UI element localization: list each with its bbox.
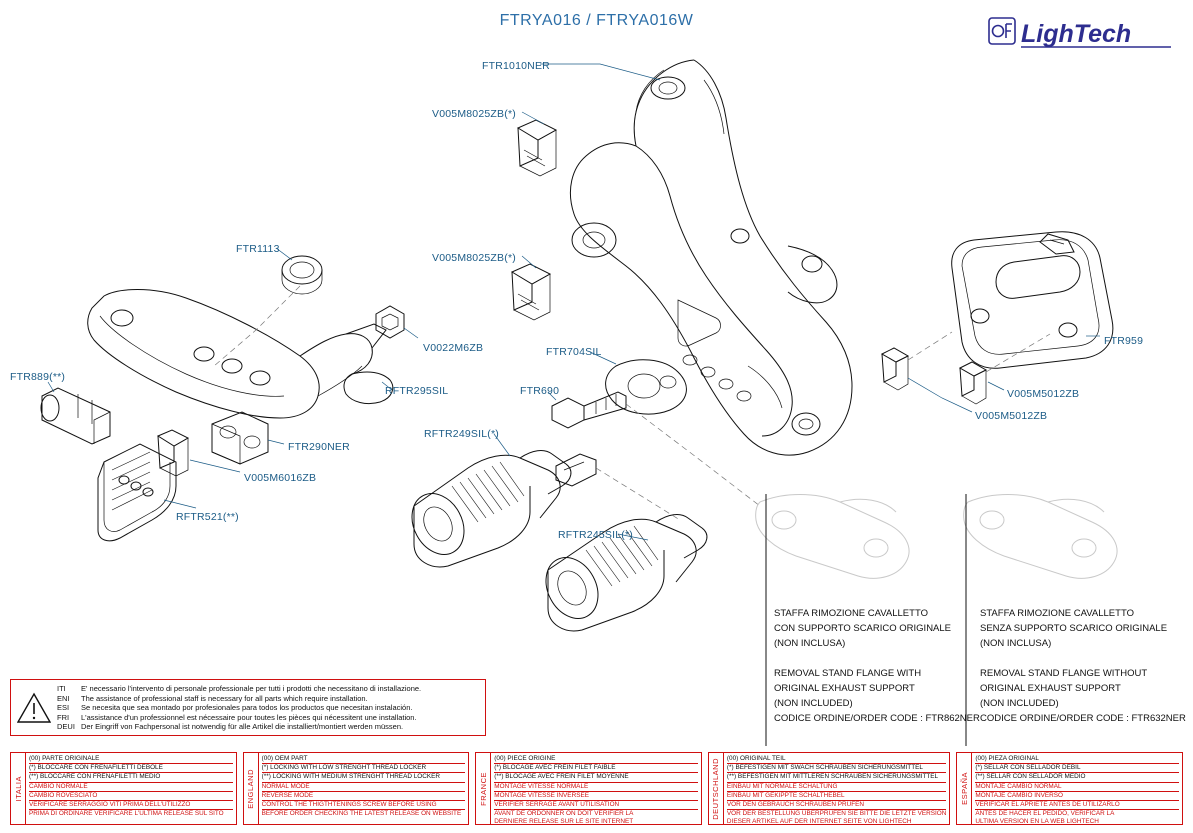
lang-code: ESI <box>57 703 70 713</box>
label-ftr290ner: FTR290NER <box>288 441 350 453</box>
legend-language-strips <box>10 752 1183 825</box>
label-ftr704sil: FTR704SIL <box>546 346 602 358</box>
main-bracket-part <box>570 60 852 455</box>
legend-side-label <box>11 753 26 824</box>
label-v005m5012zb-a: V005M5012ZB <box>1007 388 1080 400</box>
legend-row: ULTIMA VERSION EN LA WEB LIGHTECH <box>975 818 1099 826</box>
legend-side-label <box>957 753 972 824</box>
screw-v005m8025-lower <box>512 264 550 320</box>
legend-row: EINBAU MIT NORMALE SCHALTUNG <box>727 783 946 792</box>
legend-side-label <box>709 753 724 824</box>
note-line: ORIGINAL EXHAUST SUPPORT <box>980 683 1121 694</box>
note-line: REMOVAL STAND FLANGE WITHOUT <box>980 668 1148 679</box>
bearing-ftr1113 <box>282 256 322 294</box>
legend-row: (*) BEFESTIGEN MIT SWACH SCHRAUBEN SICHERUNGSMITTEL <box>727 764 946 773</box>
legend-row: (00) PIECE ORIGINE <box>494 755 698 764</box>
legend-row: (*) SELLAR CON SELLADOR DEBIL <box>975 764 1179 773</box>
note-line: (NON INCLUSA) <box>774 638 846 649</box>
legend-row: PRIMA DI ORDINARE VERIFICARE L'ULTIMA RELEASE SUL SITO <box>29 810 224 818</box>
legend-side-text: ITALIA <box>13 775 23 802</box>
label-ftr959: FTR959 <box>1104 335 1144 347</box>
nut-v0022m6zb <box>376 306 404 338</box>
warning-triangle-icon <box>17 692 51 724</box>
legend-row: REVERSE MODE <box>262 792 466 801</box>
legend-row: (**) BLOCAGE AVEC FREIN FILET MOYENNE <box>494 773 698 782</box>
legend-row: (00) PIEZA ORIGINAL <box>975 755 1179 764</box>
note-line: CON SUPPORTO SCARICO ORIGINALE <box>774 623 952 634</box>
lang-code: ITI <box>57 684 66 693</box>
lang-code: FRI <box>57 712 70 722</box>
note-text: Se necesita que sea montado por profesionales para todos los productos que necesitan instalación. <box>81 703 413 713</box>
legend-row: (00) PARTE ORIGINALE <box>29 755 233 764</box>
legend-rows <box>259 753 469 824</box>
legend-row: CAMBIO ROVESCIATO <box>29 792 233 801</box>
legend-side-text: DEUTSCHLAND <box>711 757 721 820</box>
screw-v005m5012zb-b <box>960 362 986 404</box>
professional-installation-note <box>10 679 486 736</box>
note-text: E' necessario l'intervento di personale professionale per tutti i prodotti che necessitano di installazione. <box>81 684 422 693</box>
label-v005m5012zb-b: V005M5012ZB <box>975 410 1048 422</box>
note-row <box>57 722 481 732</box>
order-code: CODICE ORDINE/ORDER CODE : FTR862NER <box>774 713 980 724</box>
legend-row: AVANT DE ORDONNER ON DOIT VERIFIER LA <box>494 810 634 818</box>
legend-row: VOR DER BESTELLUNG ÜBERPRÜFEN SIE BITTE DIE LETZTE VERSION <box>726 810 947 818</box>
label-ftr1113: FTR1113 <box>236 243 280 255</box>
legend-row: (00) OEM PART <box>262 755 466 764</box>
legend-row: BEFORE ORDER CHECKING THE LATEST RELEASE ON WEBSITE <box>261 810 462 818</box>
ftr690-bolt <box>552 392 626 428</box>
lang-code: DEUI <box>57 722 75 732</box>
lang-code: ENI <box>57 693 70 703</box>
label-ftr1010ner: FTR1010NER <box>482 60 550 72</box>
note-text-lines <box>57 684 481 732</box>
legend-row: DIESER ARTIKEL AUF DER INTERNET SEITE VON LIGHTECH <box>726 818 912 826</box>
legend-england <box>243 752 470 825</box>
legend-row: (*) BLOCAGE AVEC FREIN FILET FAIBLE <box>494 764 698 773</box>
note-line: SENZA SUPPORTO SCARICO ORIGINALE <box>980 623 1168 634</box>
legend-row: (**) BEFESTIGEN MIT MITTLEREN SCHRAUBEN SICHERUNGSMITTEL <box>727 773 946 782</box>
legend-row: CONTROL THE THIGTHTENINGS SCREW BEFORE USING <box>262 801 466 810</box>
legend-rows <box>724 753 949 824</box>
legend-rows <box>972 753 1182 824</box>
legend-row: VERIFICARE SERRAGGIO VITI PRIMA DELL'UTILIZZO <box>29 801 233 810</box>
note-row <box>57 684 481 694</box>
rftr249sil-footpeg-assembly <box>402 451 596 567</box>
legend-row: VOR DEN GEBRAUCH SCHRAUBEN PRÜFEN <box>727 801 946 810</box>
label-rftr521: RFTR521(**) <box>176 511 239 523</box>
legend-rows <box>26 753 236 824</box>
screw-v005m6016zb <box>158 430 188 476</box>
note-row <box>57 694 481 704</box>
legend-france <box>475 752 702 825</box>
ghost-stand-flange-with-support <box>756 495 909 579</box>
legend-side-text: ENGLAND <box>246 768 256 809</box>
legend-side-text: ESPAÑA <box>959 772 969 805</box>
stand-flange-with-exhaust-note <box>774 606 980 726</box>
screw-v005m8025-upper <box>518 120 556 176</box>
legend-row: (**) BLOCCARE CON FRENAFILETTI MEDIO <box>29 773 233 782</box>
ftr290ner-spacer <box>212 412 268 464</box>
legend-row: DERNIERE RELEASE SUR LE SITE INTERNET <box>494 818 634 826</box>
legend-row: VERIFICAR EL APRIETE ANTES DE UTILIZARLO <box>975 801 1179 810</box>
legend-row: NORMAL MODE <box>262 783 466 792</box>
ftr889-pin <box>41 388 110 444</box>
ftr959-bracket <box>952 232 1113 369</box>
label-v0022m6zb: V0022M6ZB <box>423 342 484 354</box>
note-line: ORIGINAL EXHAUST SUPPORT <box>774 683 915 694</box>
note-row <box>57 703 481 713</box>
label-ftr889: FTR889(**) <box>10 371 66 383</box>
legend-row: (**) SELLAR CON SELLADOR MEDIO <box>975 773 1179 782</box>
note-line: (NON INCLUDED) <box>980 698 1059 709</box>
legend-row: (**) LOCKING WITH MEDIUM STRENGHT THREAD LOCKER <box>262 773 466 782</box>
legend-side-label <box>244 753 259 824</box>
heel-plate-part <box>88 290 386 419</box>
legend-side-text: FRANCE <box>478 771 488 806</box>
label-rftr249sil: RFTR249SIL(*) <box>424 428 499 440</box>
legend-italia <box>10 752 237 825</box>
legend-row: VERIFIER SERRAGE AVANT UTILISATION <box>494 801 698 810</box>
legend-row: CAMBIO NORMALE <box>29 783 233 792</box>
order-code: CODICE ORDINE/ORDER CODE : FTR632NER <box>980 713 1186 724</box>
note-line: (NON INCLUDED) <box>774 698 853 709</box>
ghost-stand-flange-without-support <box>964 495 1117 579</box>
note-text: L'assistance d'un professionnel est nécessaire pour toutes les pièces qui nécessitent une installation. <box>81 712 417 722</box>
ftr704sil-part <box>606 360 687 414</box>
legend-row: (*) BLOCCARE CON FRENAFILETTI DEBOLE <box>29 764 233 773</box>
legend-side-label <box>476 753 491 824</box>
label-rftr245sil: RFTR245SIL(*) <box>558 529 633 541</box>
legend-row: (*) LOCKING WITH LOW STRENGHT THREAD LOCKER <box>262 764 466 773</box>
legend-rows <box>491 753 701 824</box>
stand-flange-without-exhaust-note <box>980 606 1186 726</box>
label-v005m8025zb-upper: V005M8025ZB(*) <box>432 108 516 120</box>
legend-row: MONTAGE VITESSE INVERSEE <box>494 792 698 801</box>
svg-text:LighTech: LighTech <box>1021 20 1132 48</box>
note-text: The assistance of professional staff is necessary for all parts which require installation. <box>81 693 368 703</box>
legend-espana <box>956 752 1183 825</box>
note-line: REMOVAL STAND FLANGE WITH <box>774 668 922 679</box>
legend-row: MONTAJE CAMBIO INVERSO <box>975 792 1179 801</box>
legend-row: MONTAJE CAMBIO NORMAL <box>975 783 1179 792</box>
legend-row: EINBAU MIT GEKIPPTE SCHALTHEBEL <box>727 792 946 801</box>
screw-v005m5012zb-a <box>882 348 908 390</box>
label-ftr690: FTR690 <box>520 385 560 397</box>
legend-row: (00) ORIGINAL TEIL <box>727 755 946 764</box>
legend-deutschland <box>708 752 950 825</box>
rftr521-footpeg <box>98 444 176 541</box>
page-title: FTRYA016 / FTRYA016W <box>499 12 694 29</box>
legend-row: ANTES DE HACER EL PEDIDO, VERIFICAR LA <box>975 810 1115 818</box>
label-v005m6016zb: V005M6016ZB <box>244 472 317 484</box>
label-rftr295sil: RFTR295SIL <box>385 385 449 397</box>
note-line: STAFFA RIMOZIONE CAVALLETTO <box>774 608 928 619</box>
note-line: STAFFA RIMOZIONE CAVALLETTO <box>980 608 1134 619</box>
note-text: Der Eingriff von Fachpersonal ist notwendig für alle Artikel die installiert/montiert werden müssen. <box>81 722 404 732</box>
note-row <box>57 713 481 723</box>
label-v005m8025zb-lower: V005M8025ZB(*) <box>432 252 516 264</box>
legend-row: MONTAGE VITESSE NORMALE <box>494 783 698 792</box>
note-line: (NON INCLUSA) <box>980 638 1052 649</box>
